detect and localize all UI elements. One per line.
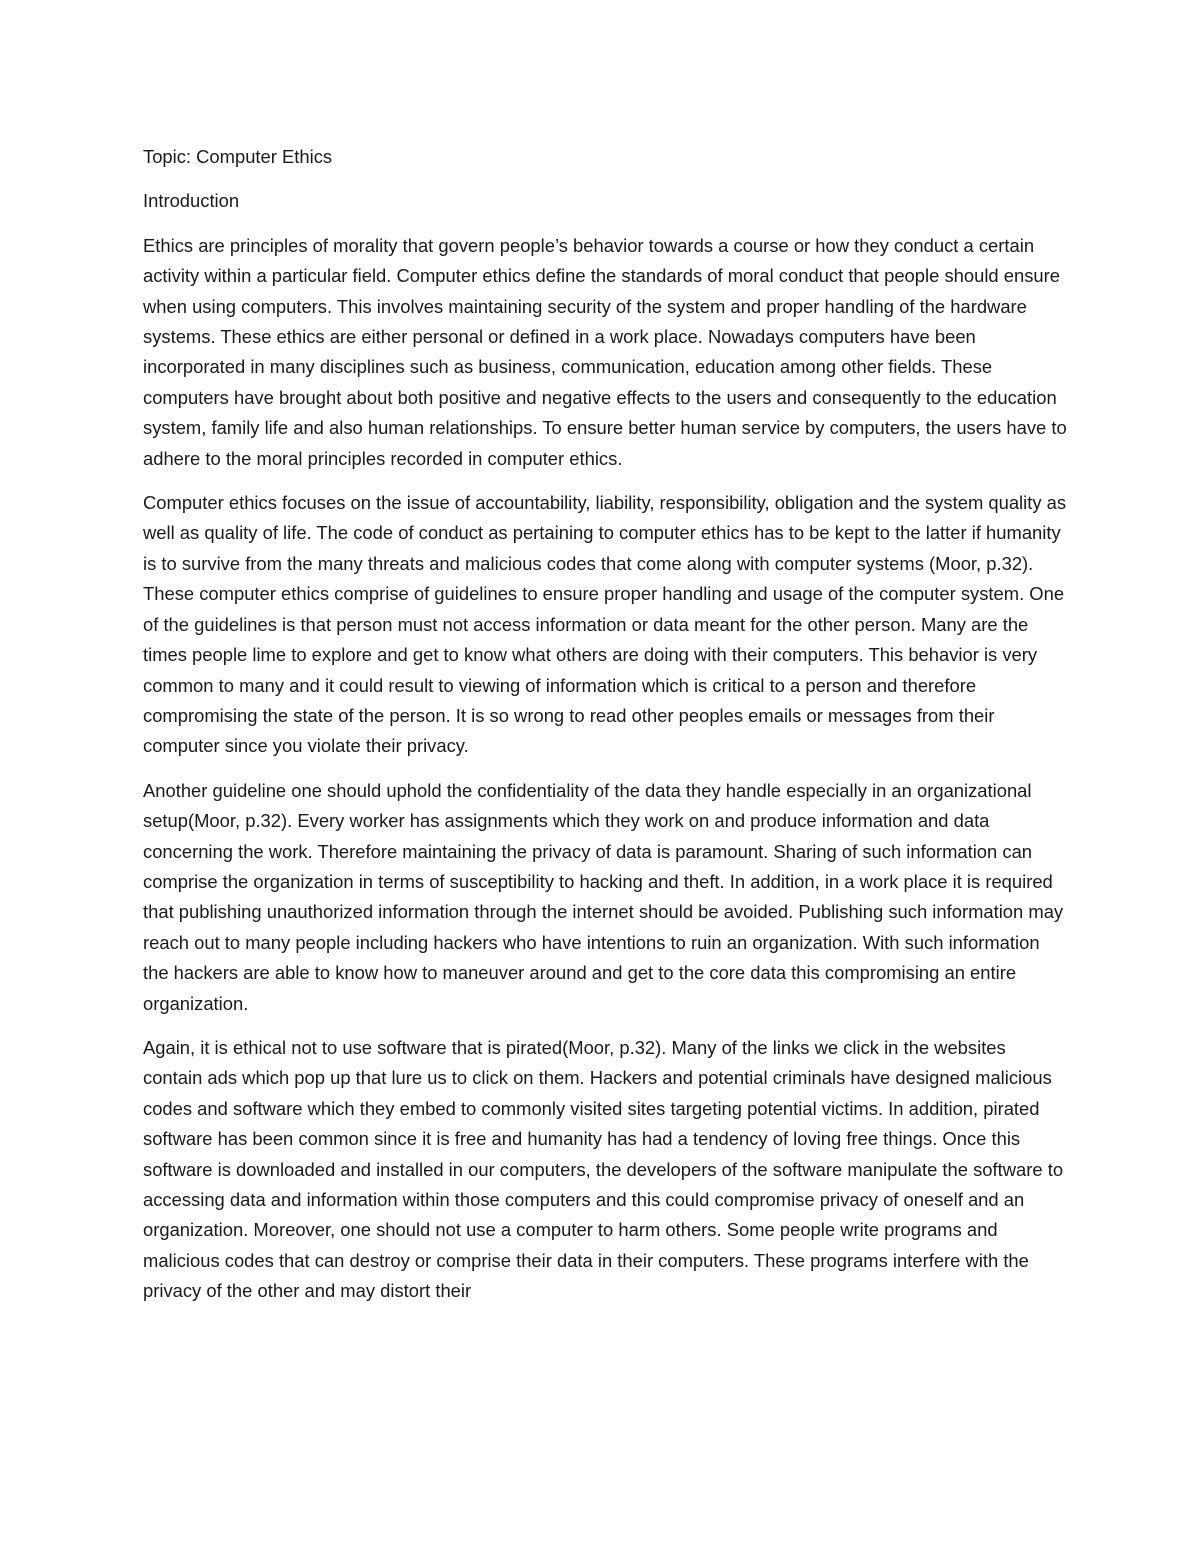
document-topic: Topic: Computer Ethics: [143, 146, 333, 167]
paragraph-intro: Ethics are principles of morality that govern people’s behavior towards a course or how they conduct a certain activity within a particular field. Computer ethics define the standards of moral conduct that people should ensure when using computers. This involves maintaining security of the system and proper handling of the hardware systems. These ethics are either personal or defined in a work place. Nowadays computers have been incorporated in many disciplines such as business, communication, education among other fields. These computers have brought about both positive and negative effects to the users and consequently to the education system, family life and also human relationships. To ensure better human service by computers, the users have to adhere to the moral principles recorded in computer ethics.: [143, 234, 1067, 469]
paragraph-accountability: Computer ethics focuses on the issue of accountability, liability, responsibility, obligation and the system quality as well as quality of life. The code of conduct as pertaining to computer ethics has to be kept to the latter if humanity is to survive from the many threats and malicious codes that come along with computer systems (Moor, p.32). These computer ethics comprise of guidelines to ensure proper handling and usage of the computer system. One of the guidelines is that person must not access information or data meant for the other person. Many are the times people lime to explore and get to know what others are doing with their computers. This behavior is very common to many and it could result to viewing of information which is critical to a person and therefore compromising the state of the person. It is so wrong to read other peoples emails or messages from their computer since you violate their privacy.: [143, 492, 1067, 757]
paragraph-piracy: Again, it is ethical not to use software that is pirated(Moor, p.32). Many of the links we click in the websites contain ads which pop up that lure us to click on them. Hackers and potential criminals have designed malicious codes and software which they embed to commonly visited sites targeting potential victims. In addition, pirated software has been common since it is free and humanity has had a tendency of loving free things. Once this software is downloaded and installed in our computers, the developers of the software manipulate the software to accessing data and information within those computers and this could compromise privacy of oneself and an organization. Moreover, one should not use a computer to harm others. Some people write programs and malicious codes that can destroy or comprise their data in their computers. These programs interfere with the privacy of the other and may distort their: [143, 1036, 1064, 1302]
document-body: [143, 142, 1068, 1307]
section-heading: Introduction: [143, 190, 240, 212]
paragraph-confidentiality: Another guideline one should uphold the confidentiality of the data they handle especially in an organizational setup(Moor, p.32). Every worker has assignments which they work on and produce information and data concerning the work. Therefore maintaining the privacy of data is paramount. Sharing of such information can comprise the organization in terms of susceptibility to hacking and theft. In addition, in a work place it is required that publishing unauthorized information through the internet should be avoided. Publishing such information may reach out to many people including hackers who have intentions to ruin an organization. With such information the hackers are able to know how to maneuver around and get to the core data this compromising an entire organization.: [143, 779, 1064, 1014]
